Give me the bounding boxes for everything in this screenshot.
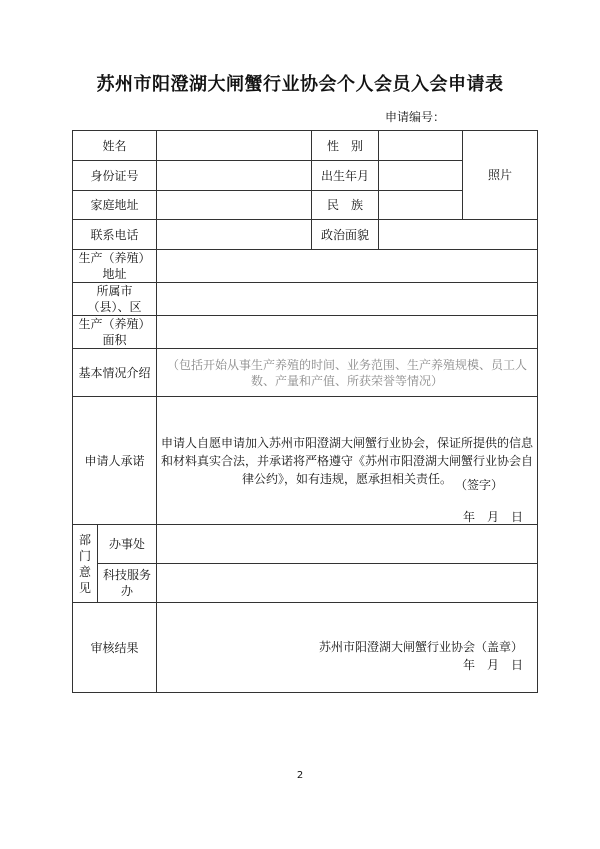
id-number-field[interactable]	[157, 161, 312, 191]
page-number: 2	[296, 770, 304, 781]
applicant-promise-label: 申请人承诺	[73, 397, 157, 525]
tech-service-opinion-field[interactable]	[157, 564, 537, 603]
promise-date: 年 月 日	[462, 510, 523, 524]
office-label: 办事处	[98, 525, 157, 564]
promise-cell	[157, 397, 538, 525]
signature-field[interactable]: （签字）	[454, 478, 503, 492]
promise-text: 申请人自愿申请加入苏州市阳澄湖大闸蟹行业协会，保证所提供的信息和材料真实合法，并承诺将严格遵守《苏州市阳澄湖大闸蟹行业协会自律公约》，如有违规，愿承担相关责任。	[161, 435, 534, 486]
political-status-label: 政治面貌	[312, 220, 379, 250]
review-result-label: 审核结果	[73, 603, 157, 693]
gender-label: 性 别	[312, 131, 379, 161]
ethnicity-label: 民 族	[312, 191, 379, 220]
department-opinion-fields	[157, 525, 538, 603]
department-opinion-text: 部门意见	[79, 532, 92, 595]
gender-field[interactable]	[379, 131, 463, 161]
city-district-field[interactable]	[157, 283, 538, 316]
birth-date-field[interactable]	[379, 161, 463, 191]
basic-info-label: 基本情况介绍	[73, 349, 157, 397]
production-area-field[interactable]	[157, 316, 538, 349]
photo-box[interactable]: 照片	[463, 131, 538, 220]
birth-date-label: 出生年月	[312, 161, 379, 191]
production-area-label: 生产（养殖）面积	[73, 316, 157, 349]
office-opinion-field[interactable]	[157, 525, 537, 564]
name-label: 姓名	[73, 131, 157, 161]
home-address-field[interactable]	[157, 191, 312, 220]
production-address-label: 生产（养殖）地址	[73, 250, 157, 283]
review-result-field[interactable]	[157, 603, 538, 693]
production-address-field[interactable]	[157, 250, 538, 283]
tech-service-office-label: 科技服务办	[102, 568, 151, 598]
political-status-field[interactable]	[379, 220, 538, 250]
seal-text: 苏州市阳澄湖大闸蟹行业协会（盖章）	[318, 640, 523, 654]
name-field[interactable]	[157, 131, 312, 161]
application-number-label: 申请编号：	[385, 110, 446, 124]
city-district-label: 所属市（县）、区	[73, 283, 157, 316]
home-address-label: 家庭地址	[73, 191, 157, 220]
ethnicity-field[interactable]	[379, 191, 463, 220]
phone-field[interactable]	[157, 220, 312, 250]
id-number-label: 身份证号	[73, 161, 157, 191]
phone-label: 联系电话	[73, 220, 157, 250]
department-opinion-block	[73, 525, 157, 603]
application-form-table	[72, 130, 538, 693]
review-date: 年 月 日	[462, 658, 523, 672]
basic-info-field[interactable]: （包括开始从事生产养殖的时间、业务范围、生产养殖规模、员工人数、产量和产值、所获荣誉等情况）	[157, 349, 538, 397]
form-title: 苏州市阳澄湖大闸蟹行业协会个人会员入会申请表	[96, 74, 504, 95]
department-opinion-subtable	[73, 525, 156, 602]
department-opinion-label	[73, 525, 98, 602]
department-opinion-fields-table	[157, 525, 537, 602]
